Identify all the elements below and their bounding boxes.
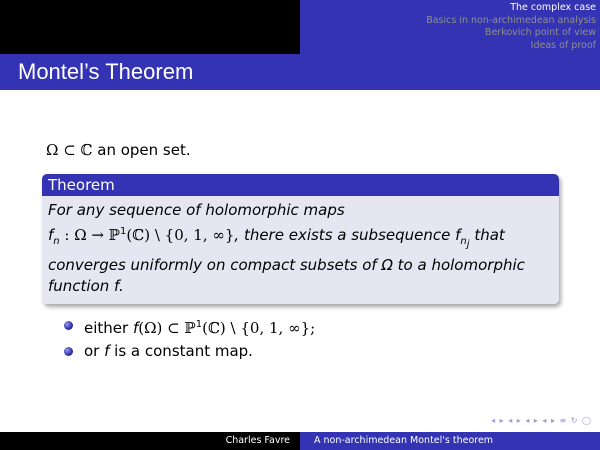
theorem-heading: Theorem (42, 174, 559, 196)
bullet-ball-icon (64, 321, 73, 330)
bullet-1-rest: (ℂ) \ {0, 1, ∞}; (202, 319, 316, 337)
frame-title: Montel’s Theorem (18, 59, 194, 84)
theorem-body (42, 196, 559, 304)
subset-symbol: ⊂ (58, 141, 81, 159)
footer-title: A non-archimedean Montel's theorem (314, 435, 494, 446)
bullet-2-rest: is a constant map. (109, 342, 253, 360)
nav-item-complex-case[interactable]: The complex case (510, 2, 596, 13)
footer-author: Charles Favre (225, 435, 290, 446)
f-subsequence-symbol: f (455, 226, 461, 244)
n-subscript: n (53, 236, 60, 247)
theorem-block (42, 174, 559, 304)
theorem-line-4: function f. (48, 277, 124, 295)
bullet-list (62, 315, 315, 367)
footer-right-panel (300, 432, 600, 450)
list-item (62, 315, 315, 341)
projective-superscript: 1 (120, 226, 127, 237)
frame-title-bar (0, 54, 600, 90)
complex-symbol: ℂ (80, 141, 93, 159)
bullet-1-text: either (84, 319, 133, 337)
section-navigation (304, 2, 596, 52)
header (0, 0, 600, 54)
bullet-2-f: f (104, 342, 110, 360)
footer-left-panel (0, 432, 300, 450)
intro-line (46, 140, 191, 160)
omega-symbol: Ω (46, 141, 59, 159)
list-item (62, 341, 315, 367)
nav-item-basics[interactable]: Basics in non-archimedean analysis (426, 14, 596, 26)
bullet-1-projective: ℙ (184, 319, 196, 337)
f-symbol: f (48, 226, 54, 244)
intro-text: an open set. (92, 141, 191, 159)
bullet-ball-icon (64, 347, 73, 356)
bullet-1-f: f (132, 319, 139, 337)
theorem-line-2 (48, 221, 553, 255)
theorem-line-1: For any sequence of holomorphic maps (48, 201, 345, 219)
projective-rest: (ℂ) \ {0, 1, ∞} (126, 226, 235, 244)
bullet-1-omega: (Ω) ⊂ (138, 319, 185, 337)
nj-subscript: n (460, 236, 467, 247)
bullet-2-text: or (84, 342, 105, 360)
bullet-1-sup: 1 (195, 319, 203, 330)
map-notation: : Ω → (59, 226, 109, 244)
projective-symbol: ℙ (108, 226, 121, 244)
j-subscript: j (466, 239, 470, 250)
navigation-symbols-icon[interactable]: ◂ ▸ ◂ ▸ ◂ ▸ ◂ ▸ ≡ ↻ ◯ (491, 416, 592, 425)
theorem-line-2-text: , there exists a subsequence (234, 226, 456, 244)
footer (0, 432, 600, 450)
header-left-panel (0, 0, 300, 54)
nav-item-ideas-of-proof[interactable]: Ideas of proof (530, 39, 596, 51)
nav-item-berkovich[interactable]: Berkovich point of view (484, 27, 596, 38)
theorem-line-3: converges uniformly on compact subsets of Ω to a holomorphic (48, 256, 525, 274)
theorem-that: that (469, 226, 505, 244)
